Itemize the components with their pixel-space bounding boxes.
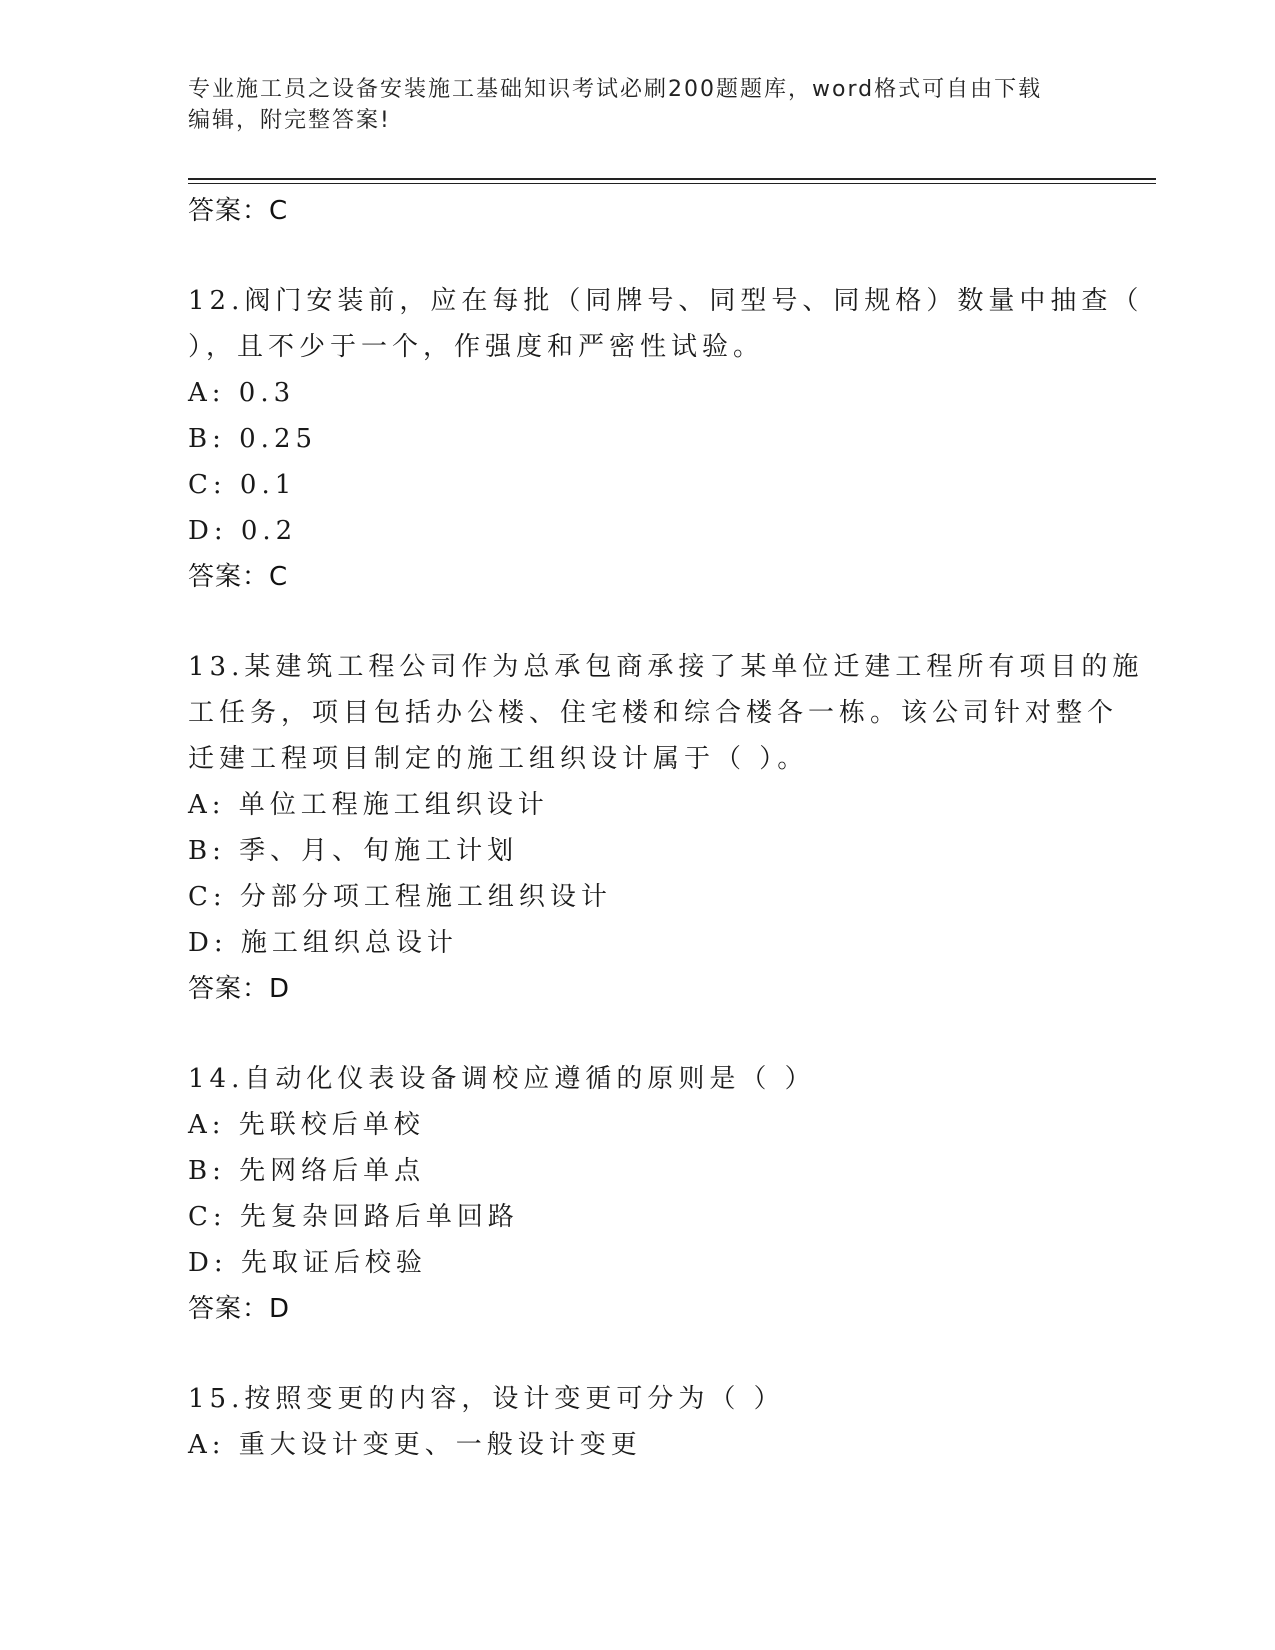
option-a: A: 单位工程施工组织设计 <box>188 790 549 820</box>
question-stem-line: 12.阀门安装前，应在每批（同牌号、同型号、同规格）数量中抽查（ <box>188 286 1144 316</box>
spacer <box>188 1012 1088 1056</box>
option-c: C: 0.1 <box>188 470 297 500</box>
option-b: B: 0.25 <box>188 424 318 454</box>
question-stem-line: 13.某建筑工程公司作为总承包商承接了某单位迁建工程所有项目的施 <box>188 652 1144 682</box>
answer-line: 答案：C <box>188 562 289 592</box>
answer-line: 答案：C <box>188 196 289 226</box>
question-stem-line: 15.按照变更的内容，设计变更可分为（ ） <box>188 1384 785 1414</box>
spacer <box>188 1332 1088 1376</box>
question-stem-line: ），且不少于一个，作强度和严密性试验。 <box>188 332 765 362</box>
spacer <box>188 600 1088 644</box>
document-header <box>188 74 1068 136</box>
option-a: A: 重大设计变更、一般设计变更 <box>188 1430 642 1460</box>
question-stem-line: 14.自动化仪表设备调校应遵循的原则是（ ） <box>188 1064 816 1094</box>
header-line-1: 专业施工员之设备安装施工基础知识考试必刷200题题库，word格式可自由下载 <box>188 77 1043 102</box>
header-divider-thin <box>188 183 1156 184</box>
question-15 <box>188 1376 1088 1468</box>
question-stem-line: 工任务，项目包括办公楼、住宅楼和综合楼各一栋。该公司针对整个 <box>188 698 1119 728</box>
answer-line: 答案：D <box>188 1294 291 1324</box>
option-c: C: 分部分项工程施工组织设计 <box>188 882 612 912</box>
option-d: D: 0.2 <box>188 516 298 546</box>
header-line-2: 编辑，附完整答案! <box>188 108 391 133</box>
question-12 <box>188 278 1144 600</box>
question-13 <box>188 644 1144 1012</box>
spacer <box>188 234 1088 278</box>
option-d: D: 施工组织总设计 <box>188 928 458 958</box>
question-14 <box>188 1056 1088 1332</box>
option-a: A: 先联校后单校 <box>188 1110 425 1140</box>
question-stem-line: 迁建工程项目制定的施工组织设计属于（ ）。 <box>188 744 809 774</box>
answer-line: 答案：D <box>188 974 291 1004</box>
question-list <box>188 188 1144 1468</box>
option-c: C: 先复杂回路后单回路 <box>188 1202 519 1232</box>
option-b: B: 先网络后单点 <box>188 1156 426 1186</box>
option-b: B: 季、月、旬施工计划 <box>188 836 519 866</box>
option-a: A: 0.3 <box>188 378 296 408</box>
header-divider <box>188 178 1156 180</box>
option-d: D: 先取证后校验 <box>188 1248 427 1278</box>
